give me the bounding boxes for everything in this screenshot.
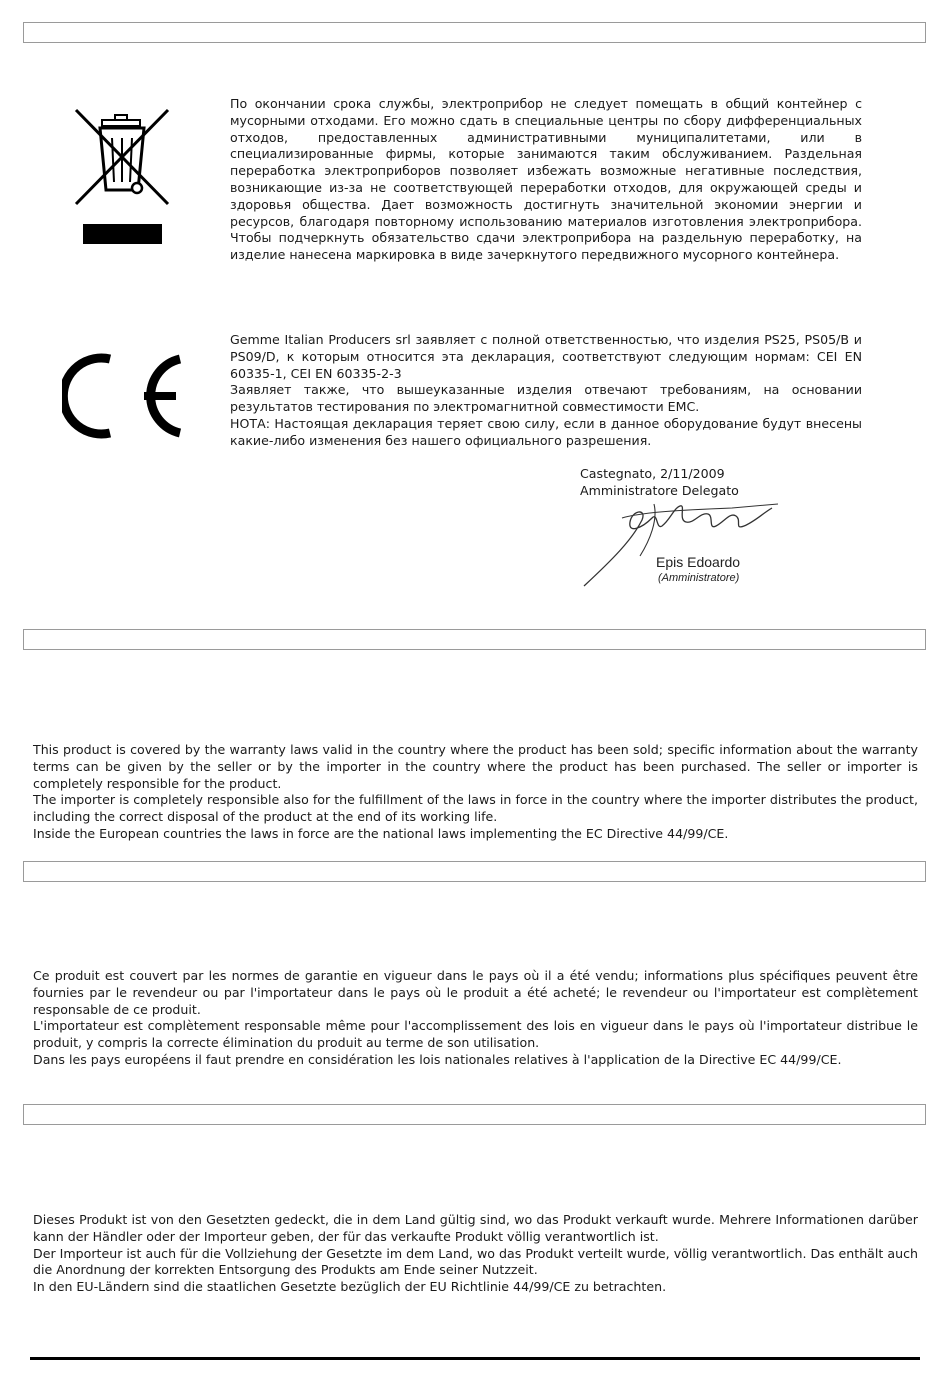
german-p3: In den EU-Ländern sind die staatlichen Gesetzte bezüglich der EU Richtlinie 44/99/CE zu betrachten. xyxy=(33,1279,667,1295)
french-p3: Dans les pays européens il faut prendre en considération les lois nationales relatives à l'application de la Directive EC 44/99/CE. xyxy=(33,1051,842,1067)
english-warranty xyxy=(33,742,918,843)
signer-role: Amministratore Delegato xyxy=(580,482,739,498)
german-p1: Dieses Produkt ist von den Gesetzten gedeckt, die in dem Land gültig sind, wo das Produkt verkauft wurde. Mehrere Informationen darüber kann der Händler oder der Importeur geben, der für das verkaufte Produkt völlig verantwortlich ist. xyxy=(33,1212,918,1244)
ce-declaration-p2: Заявляет также, что вышеуказанные изделия отвечают требованиям, на основании результатов тестирования по электромагнитной совместимости EMC. xyxy=(230,382,862,415)
signer-title: (Amministratore) xyxy=(658,572,740,584)
english-p1: This product is covered by the warranty laws valid in the country where the product has been sold; specific information about the warranty terms can be given by the seller or by the importer in the country where the product has been purchased. The seller or importer is completely responsible for the product. xyxy=(33,742,918,791)
signature-block xyxy=(580,466,739,500)
section-header-box-1 xyxy=(23,22,926,43)
german-warranty xyxy=(33,1212,918,1296)
ce-declaration-p1: Gemme Italian Producers srl заявляет с полной ответственностью, что изделия PS25, PS05/B и PS09/D, к которым относится эта декларация, соответствуют следующим нормам: CEI EN 60335-1, CEI EN 60335-2-3 xyxy=(230,332,862,381)
section-header-box-2 xyxy=(23,629,926,650)
ce-declaration-p3: НОТА: Настоящая декларация теряет свою силу, если в данное оборудование будут внесены какие-либо изменения без нашего официального разрешения. xyxy=(230,415,862,448)
signer-name: Epis Edoardo xyxy=(656,554,741,570)
place-date: Castegnato, 2/11/2009 xyxy=(580,466,725,481)
english-p2: The importer is completely responsible also for the fulfillment of the laws in force in the country where the importer distributes the product, including the correct disposal of the product at the end of its working life. xyxy=(33,792,918,825)
german-p2: Der Importeur ist auch für die Vollziehung der Gesetzte im dem Land, wo das Produkt verteilt wurde, völlig verantwortlich. Das enthält auch die Anordnung der korrekten Entsorgung des Produkts am Ende seiner Nutzzeit. xyxy=(33,1245,918,1278)
ce-mark-icon xyxy=(62,349,184,447)
french-p2: L'importateur est complètement responsable même pour l'accomplissement des lois en vigueur dans le pays où l'importateur distribue le produit, y compris la correcte élimination du produit au terme de son utilisation. xyxy=(33,1018,918,1051)
section-header-box-3 xyxy=(23,861,926,882)
english-p3: Inside the European countries the laws in force are the national laws implementing the EC Directive 44/99/CE. xyxy=(33,825,729,841)
bottom-rule xyxy=(30,1357,920,1360)
french-warranty xyxy=(33,968,918,1069)
ce-declaration xyxy=(230,332,862,450)
disposal-paragraph xyxy=(230,96,862,264)
section-header-box-4 xyxy=(23,1104,926,1125)
crossed-bin-icon xyxy=(72,106,172,252)
disposal-text: По окончании срока службы, электроприбор не следует помещать в общий контейнер с мусорными отходами. Его можно сдать в специальные центры по сбору дифференциальных отходов, предоставленных административными муниципалитетами, или в специализированные фирмы, которые занимаются таким обслуживанием. Раздельная переработка электроприборов позволяет избежать возможные негативные последствия, возникающие из-за не соответствующей переработки отходов, для окружающей среды и здоровья общества. Дает возможность достигнуть значительной экономии энергии и ресурсов, благодаря повторному использованию материалов изготовления электроприбора. Чтобы подчеркнуть обязательство сдачи электроприбора на раздельную переработку, на изделие нанесена маркировка в виде зачеркнутого передвижного мусорного контейнера. xyxy=(230,96,862,263)
french-p1: Ce produit est couvert par les normes de garantie en vigueur dans le pays où il a été vendu; informations plus spécifiques peuvent être fournies par le revendeur ou par l'importateur dans le pays où le produit a été acheté; le revendeur ou l'importateur est complètement responsable de ce produit. xyxy=(33,968,918,1017)
